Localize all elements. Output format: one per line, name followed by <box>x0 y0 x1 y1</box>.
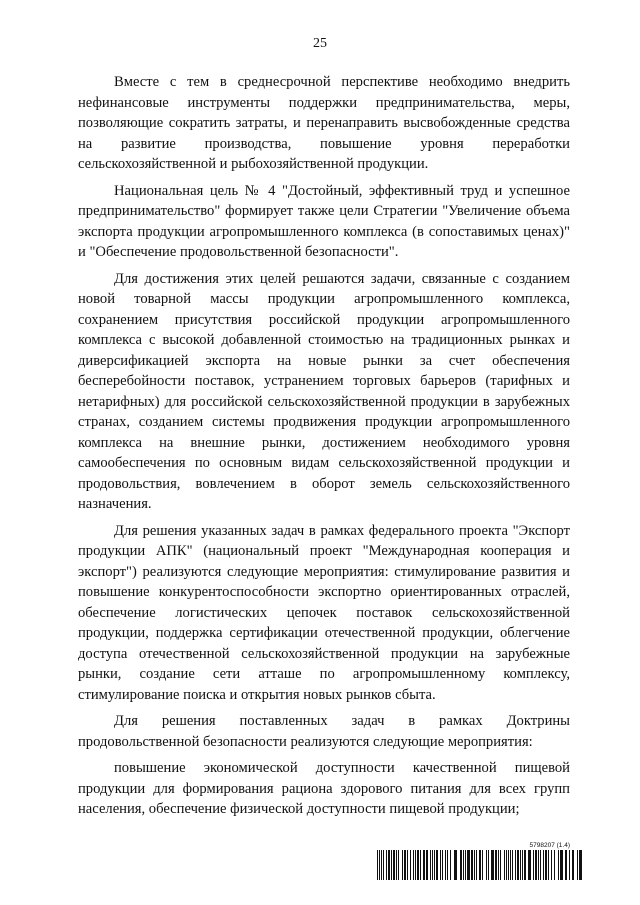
document-body <box>78 72 570 826</box>
page-number: 25 <box>313 36 327 51</box>
document-code: 5798207 (1.4) <box>529 842 570 849</box>
barcode-image <box>376 850 582 880</box>
paragraph-5: Для решения поставленных задач в рамках Доктрины продовольственной безопасности реализуются следующие мероприятия: <box>78 713 570 750</box>
paragraph-1: Вместе с тем в среднесрочной перспективе необходимо внедрить нефинансовые инструменты поддержки предпринимательства, меры, позволяющие сократить затраты, и перенаправить высвобожденные средства на развитие производства, повышение уровня переработки сельскохозяйственной и рыбохозяйственной продукции. <box>78 74 570 172</box>
paragraph-2: Национальная цель № 4 "Достойный, эффективный труд и успешное предпринимательство" формирует также цели Стратегии "Увеличение объема экспорта продукции агропромышленного комплекса (в сопоставимых ценах)" и "Обеспечение продовольственной безопасности". <box>78 182 570 260</box>
paragraph-3: Для достижения этих целей решаются задачи, связанные с созданием новой товарной массы продукции агропромышленного комплекса, сохранением присутствия российской продукции агропромышленного комплекса с высокой добавленной стоимостью на традиционных рынках и диверсификацией экспорта на новые рынки за счет обеспечения бесперебойности поставок, устранением торговых барьеров (тарифных и нетарифных) для российской сельскохозяйственной продукции в зарубежных странах, созданием системы продвижения продукции агропромышленного комплекса на внешние рынки, достижением необходимого уровня самообеспечения по основным видам сельскохозяйственной продукции и продовольствия, вовлечением в оборот земель сельскохозяйственного назначения. <box>78 270 570 512</box>
document-footer <box>376 842 582 880</box>
paragraph-4: Для решения указанных задач в рамках федерального проекта "Экспорт продукции АПК" (национальный проект "Международная кооперация и экспорт") реализуются следующие мероприятия: стимулирование развития и повышение конкурентоспособности экспортно ориентированных отраслей, обеспечение логистических цепочек поставок сельскохозяйственной продукции, поддержка сертификации отечественной продукции, облегчение доступа отечественной сельскохозяйственной продукции на зарубежные рынки, создание сети атташе по агропромышленному комплексу, стимулирование поиска и открытия новых рынков сбыта. <box>78 522 570 703</box>
paragraph-6: повышение экономической доступности качественной пищевой продукции для формирования рациона здорового питания для всех групп населения, обеспечение физической доступности пищевой продукции; <box>78 760 570 817</box>
